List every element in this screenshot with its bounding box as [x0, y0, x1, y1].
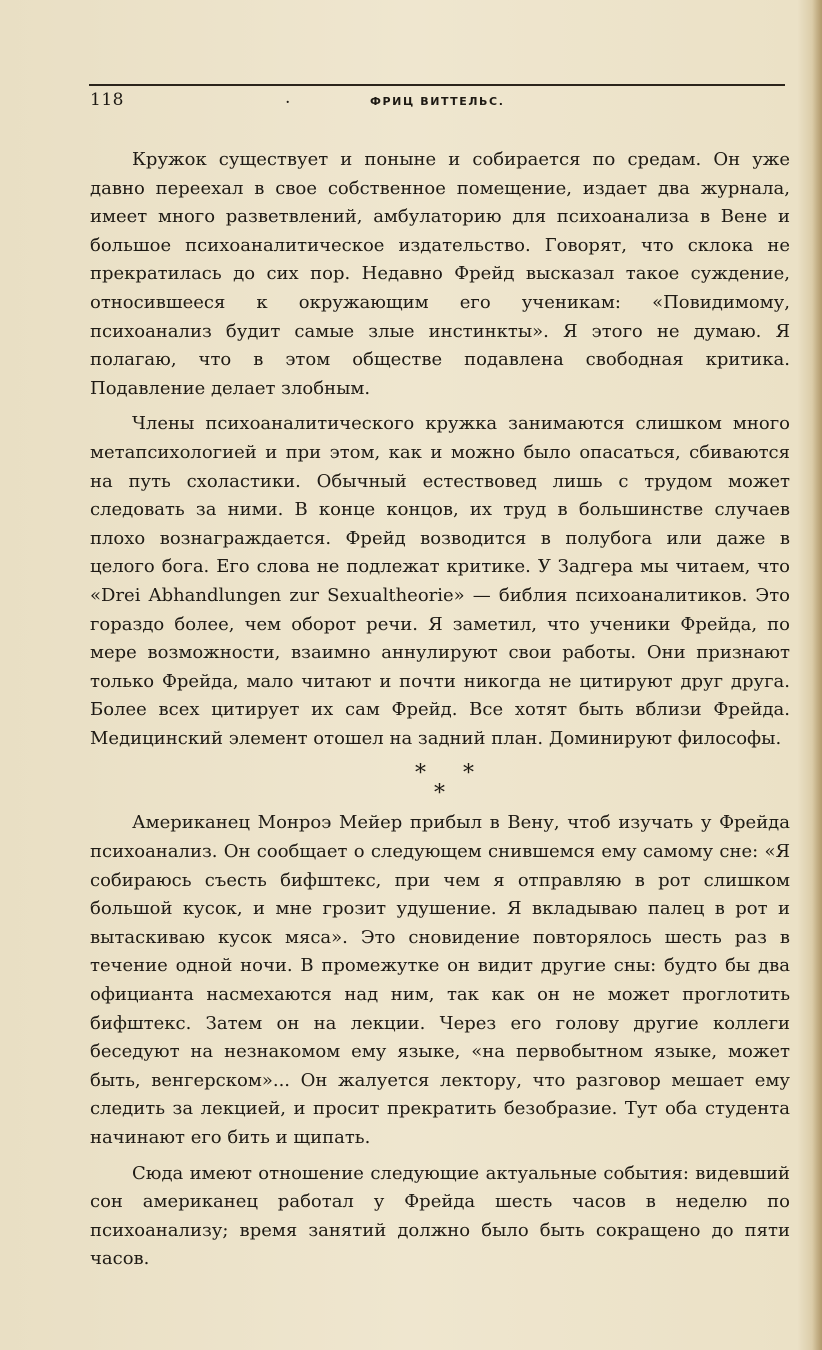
paragraph: Члены психоаналитического кружка занимаются слишком много метапсихологией и при этом, как и можно было опасаться, сбиваются на путь схоластики. Обычный естествовед лишь с трудом может следовать за ними. В конце концов, их труд в большинстве случаев плохо вознаграждается. Фрейд возводится в полубога или даже в целого бога. Его слова не подлежат критике. У Задгера мы читаем, что «Drei Abhandlungen zur Sexualtheorie» — библия психоаналитиков. Это гораздо более, чем оборот речи. Я заметил, что ученики Фрейда, по мере возможности, взаимно аннулируют свои работы. Они признают только Фрейда, мало читают и почти никогда не цитируют друг друга. Более всех цитирует их сам Фрейд. Все хотят быть вблизи Фрейда. Медицинский элемент отошел на задний план. Доминируют философы.: [90, 413, 790, 749]
paragraph: Кружок существует и поныне и собирается по средам. Он уже давно переехал в свое собственное помещение, издает два журнала, имеет много разветвлений, амбулаторию для психоанализа в Вене и большое психоаналитическое издательство. Говорят, что склока не прекратилась до сих пор. Недавно Фрейд высказал такое суждение, относившееся к окружающим его ученикам: «Повидимому, психоанализ будит самые злые инстинкты». Я этого не думаю. Я полагаю, что в этом обществе подавлена свободная критика. Подавление делает злобным.: [90, 149, 790, 399]
body-text: [90, 146, 790, 1274]
section-asterism: [90, 757, 790, 809]
running-title: ФРИЦ ВИТТЕЛЬС.: [370, 95, 505, 108]
asterisk: *: [415, 761, 426, 787]
paragraph: Американец Монроэ Мейер прибыл в Вену, чтоб изучать у Фрейда психоанализ. Он сообщает о следующем снившемся ему самому сне: «Я собираюсь съесть бифштекс, при чем я отправляю в рот слишком большой кусок, и мне грозит удушение. Я вкладываю палец в рот и вытаскиваю кусок мяса». Это сновидение повторялось шесть раз в течение одной ночи. В промежутке он видит другие сны: будто бы два официанта насмехаются над ним, так как он не может проглотить бифштекс. Затем он на лекции. Через его голову другие коллеги беседуют на незнакомом ему языке, «на первобытном языке, может быть, венгерском»... Он жалуется лектору, что разговор мешает ему следить за лекцией, и просит прекратить безобразие. Тут оба студента начинают его бить и щипать.: [90, 812, 790, 1148]
paragraph: Сюда имеют отношение следующие актуальные события: видевший сон американец работал у Фрейда шесть часов в неделю по психоанализу; время занятий должно было быть сокращено до пяти часов.: [90, 1162, 790, 1270]
page-edge-shadow: [812, 0, 822, 1350]
asterisk: *: [434, 781, 445, 807]
page-number: 118: [90, 90, 124, 110]
header-dot: .: [285, 88, 291, 108]
asterisk: *: [463, 761, 474, 787]
header-rule: [89, 84, 785, 86]
